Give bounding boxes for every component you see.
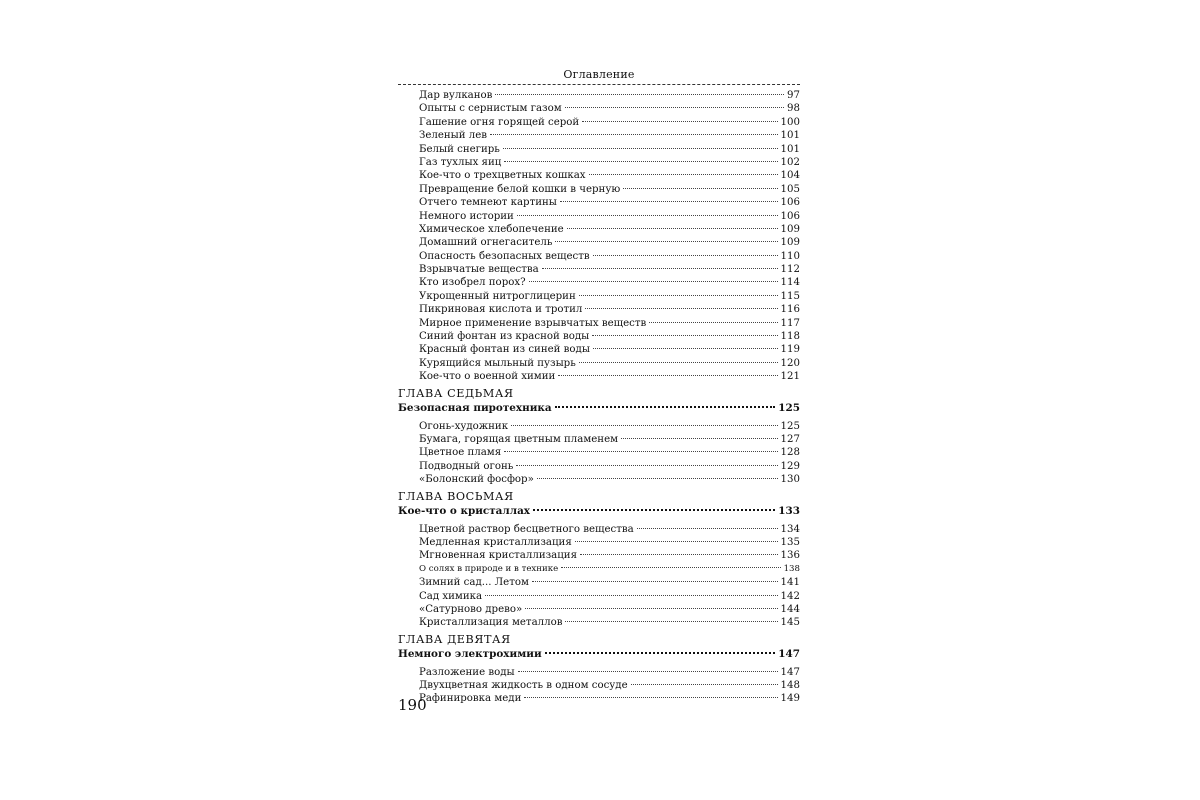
table-of-contents xyxy=(398,89,800,706)
entry-title: Отчего темнеют картины xyxy=(419,197,557,209)
toc-group-chapter-7 xyxy=(398,420,800,487)
toc-entry[interactable] xyxy=(398,446,800,459)
entry-page: 102 xyxy=(780,156,800,168)
entry-title: Сад химика xyxy=(419,590,483,602)
dot-leader xyxy=(490,134,778,135)
entry-title: «Болонский фосфор» xyxy=(419,474,534,486)
page-number: 190 xyxy=(398,696,427,714)
entry-page: 129 xyxy=(780,460,800,472)
dot-leader xyxy=(593,348,778,349)
entry-page: 116 xyxy=(780,304,800,316)
dot-leader xyxy=(579,295,778,296)
dot-leader xyxy=(529,281,778,282)
entry-title: Мгновенная кристаллизация xyxy=(419,550,578,562)
entry-page: 141 xyxy=(780,577,800,589)
entry-page: 144 xyxy=(780,603,800,615)
chapter-heading-8: ГЛАВА ВОСЬМАЯ xyxy=(398,489,514,503)
entry-title: Рафинировка меди xyxy=(419,693,522,705)
entry-page: 125 xyxy=(780,420,800,432)
dot-leader xyxy=(517,215,778,216)
dot-leader xyxy=(485,595,777,596)
entry-page: 101 xyxy=(780,130,800,142)
toc-entry[interactable] xyxy=(398,236,800,249)
toc-entry[interactable] xyxy=(398,250,800,263)
dot-leader xyxy=(579,362,778,363)
toc-entry[interactable] xyxy=(398,563,800,576)
dot-leader xyxy=(495,94,784,95)
toc-entry[interactable] xyxy=(398,357,800,370)
toc-entry[interactable] xyxy=(398,330,800,343)
entry-title: Химическое хлебопечение xyxy=(419,223,564,235)
dot-leader xyxy=(504,161,777,162)
entry-page: 106 xyxy=(780,210,800,222)
toc-entry[interactable] xyxy=(398,143,800,156)
toc-entry[interactable] xyxy=(398,290,800,303)
toc-entry[interactable] xyxy=(398,317,800,330)
dot-leader xyxy=(511,425,777,426)
toc-entry[interactable] xyxy=(398,460,800,473)
entry-page: 119 xyxy=(780,344,800,356)
entry-page: 118 xyxy=(780,331,800,343)
entry-page: 109 xyxy=(780,237,800,249)
entry-page: 97 xyxy=(787,90,800,101)
entry-title: Опыты с сернистым газом xyxy=(419,103,562,115)
toc-entry[interactable] xyxy=(398,679,800,692)
dot-leader xyxy=(592,335,777,336)
toc-entry[interactable] xyxy=(398,692,800,705)
entry-title: Домашний огнегаситель xyxy=(419,237,553,249)
toc-entry[interactable] xyxy=(398,169,800,182)
entry-title: Бумага, горящая цветным пламенем xyxy=(419,433,619,445)
entry-page: 109 xyxy=(780,223,800,235)
book-page xyxy=(398,68,800,718)
toc-entry[interactable] xyxy=(398,420,800,433)
entry-page: 98 xyxy=(787,103,800,115)
entry-page: 147 xyxy=(778,647,800,660)
dot-leader xyxy=(545,652,776,654)
dot-leader xyxy=(582,121,777,122)
toc-entry[interactable] xyxy=(398,590,800,603)
chapter-title-entry-7[interactable] xyxy=(398,401,800,416)
entry-title: Кое-что о военной химии xyxy=(419,371,556,383)
toc-entry[interactable] xyxy=(398,223,800,236)
dot-leader xyxy=(560,201,778,202)
entry-title: Белый снегирь xyxy=(419,143,500,155)
entry-page: 149 xyxy=(780,693,800,705)
toc-entry[interactable] xyxy=(398,183,800,196)
header-rule xyxy=(398,84,800,85)
chapter-title-entry-8[interactable] xyxy=(398,504,800,519)
dot-leader xyxy=(555,406,776,408)
dot-leader xyxy=(623,188,777,189)
dot-leader xyxy=(533,509,775,511)
entry-title: Огонь-художник xyxy=(419,420,509,432)
dot-leader xyxy=(555,241,777,242)
entry-page: 105 xyxy=(780,183,800,195)
chapter-title-entry-9[interactable] xyxy=(398,647,800,662)
entry-title: Зеленый лев xyxy=(419,130,488,142)
dot-leader xyxy=(518,671,778,672)
dot-leader xyxy=(525,608,777,609)
entry-page: 115 xyxy=(780,290,800,302)
entry-title: Кое-что о кристаллах xyxy=(398,504,530,517)
dot-leader xyxy=(532,581,778,582)
entry-title: Медленная кристаллизация xyxy=(419,536,572,548)
toc-entry[interactable] xyxy=(398,666,800,679)
toc-entry[interactable] xyxy=(398,576,800,589)
entry-page: 135 xyxy=(780,536,800,548)
dot-leader xyxy=(542,268,778,269)
entry-title: Красный фонтан из синей воды xyxy=(419,344,590,356)
dot-leader xyxy=(585,308,777,309)
toc-entry[interactable] xyxy=(398,102,800,115)
dot-leader xyxy=(565,107,784,108)
toc-entry[interactable] xyxy=(398,343,800,356)
dot-leader xyxy=(621,438,778,439)
entry-page: 147 xyxy=(780,666,800,678)
toc-entry[interactable] xyxy=(398,536,800,549)
entry-page: 145 xyxy=(780,617,800,629)
entry-title: Взрывчатые вещества xyxy=(419,264,539,276)
entry-title: Укрощенный нитроглицерин xyxy=(419,290,576,302)
toc-entry[interactable] xyxy=(398,156,800,169)
dot-leader xyxy=(593,255,778,256)
dot-leader xyxy=(575,541,778,542)
dot-leader xyxy=(537,478,778,479)
dot-leader xyxy=(504,451,777,452)
toc-entry[interactable] xyxy=(398,210,800,223)
dot-leader xyxy=(516,465,777,466)
entry-page: 117 xyxy=(780,317,800,329)
toc-entry[interactable] xyxy=(398,129,800,142)
toc-entry[interactable] xyxy=(398,276,800,289)
chapter-heading-9: ГЛАВА ДЕВЯТАЯ xyxy=(398,632,511,646)
entry-title: Зимний сад... Летом xyxy=(419,577,529,589)
toc-entry[interactable] xyxy=(398,433,800,446)
toc-group-continued xyxy=(398,89,800,384)
toc-entry[interactable] xyxy=(398,263,800,276)
dot-leader xyxy=(503,148,778,149)
toc-entry[interactable] xyxy=(398,370,800,383)
entry-title: Немного электрохимии xyxy=(398,647,542,660)
entry-title: О солях в природе и в технике xyxy=(419,563,559,574)
dot-leader xyxy=(558,375,777,376)
entry-title: Разложение воды xyxy=(419,666,515,678)
entry-page: 133 xyxy=(778,504,800,517)
entry-page: 100 xyxy=(780,116,800,128)
entry-title: Безопасная пиротехника xyxy=(398,401,552,414)
entry-title: «Сатурново древо» xyxy=(419,603,523,615)
entry-title: Цветной раствор бесцветного вещества xyxy=(419,523,634,535)
entry-page: 106 xyxy=(780,197,800,209)
entry-title: Мирное применение взрывчатых веществ xyxy=(419,317,647,329)
toc-entry[interactable] xyxy=(398,616,800,629)
entry-title: Кто изобрел порох? xyxy=(419,277,526,289)
toc-group-chapter-8 xyxy=(398,523,800,630)
toc-entry[interactable] xyxy=(398,303,800,316)
entry-page: 120 xyxy=(780,357,800,369)
entry-page: 134 xyxy=(780,523,800,535)
entry-page: 148 xyxy=(780,680,800,692)
entry-title: Превращение белой кошки в черную xyxy=(419,183,621,195)
dot-leader xyxy=(567,228,778,229)
toc-entry[interactable] xyxy=(398,549,800,562)
dot-leader xyxy=(565,621,777,622)
dot-leader xyxy=(649,322,777,323)
entry-title: Дар вулканов xyxy=(419,90,493,101)
dot-leader xyxy=(631,684,778,685)
toc-entry[interactable] xyxy=(398,196,800,209)
running-head: Оглавление xyxy=(563,68,635,81)
entry-title: Немного истории xyxy=(419,210,514,222)
entry-page: 142 xyxy=(780,590,800,602)
dot-leader xyxy=(580,554,778,555)
dot-leader xyxy=(524,697,777,698)
entry-title: Синий фонтан из красной воды xyxy=(419,331,590,343)
entry-title: Газ тухлых яиц xyxy=(419,156,502,168)
entry-page: 128 xyxy=(780,447,800,459)
entry-page: 127 xyxy=(780,433,800,445)
entry-page: 101 xyxy=(780,143,800,155)
entry-title: Кристаллизация металлов xyxy=(419,617,563,629)
toc-entry[interactable] xyxy=(398,603,800,616)
entry-title: Кое-что о трехцветных кошках xyxy=(419,170,586,182)
entry-title: Гашение огня горящей серой xyxy=(419,116,580,128)
entry-page: 136 xyxy=(780,550,800,562)
entry-page: 114 xyxy=(780,277,800,289)
entry-title: Двухцветная жидкость в одном сосуде xyxy=(419,680,628,692)
dot-leader xyxy=(637,528,778,529)
entry-title: Курящийся мыльный пузырь xyxy=(419,357,576,369)
entry-page: 138 xyxy=(783,563,800,574)
dot-leader xyxy=(589,174,778,175)
toc-entry[interactable] xyxy=(398,473,800,486)
toc-group-chapter-9 xyxy=(398,666,800,706)
entry-page: 121 xyxy=(780,371,800,383)
toc-entry[interactable] xyxy=(398,89,800,102)
entry-page: 112 xyxy=(780,264,800,276)
entry-page: 104 xyxy=(780,170,800,182)
toc-entry[interactable] xyxy=(398,116,800,129)
entry-title: Подводный огонь xyxy=(419,460,514,472)
entry-page: 110 xyxy=(780,250,800,262)
entry-title: Опасность безопасных веществ xyxy=(419,250,590,262)
entry-title: Цветное пламя xyxy=(419,447,502,459)
toc-entry[interactable] xyxy=(398,523,800,536)
entry-title: Пикриновая кислота и тротил xyxy=(419,304,583,316)
entry-page: 130 xyxy=(780,474,800,486)
dot-leader xyxy=(561,567,780,568)
chapter-heading-7: ГЛАВА СЕДЬМАЯ xyxy=(398,386,514,400)
entry-page: 125 xyxy=(778,401,800,414)
